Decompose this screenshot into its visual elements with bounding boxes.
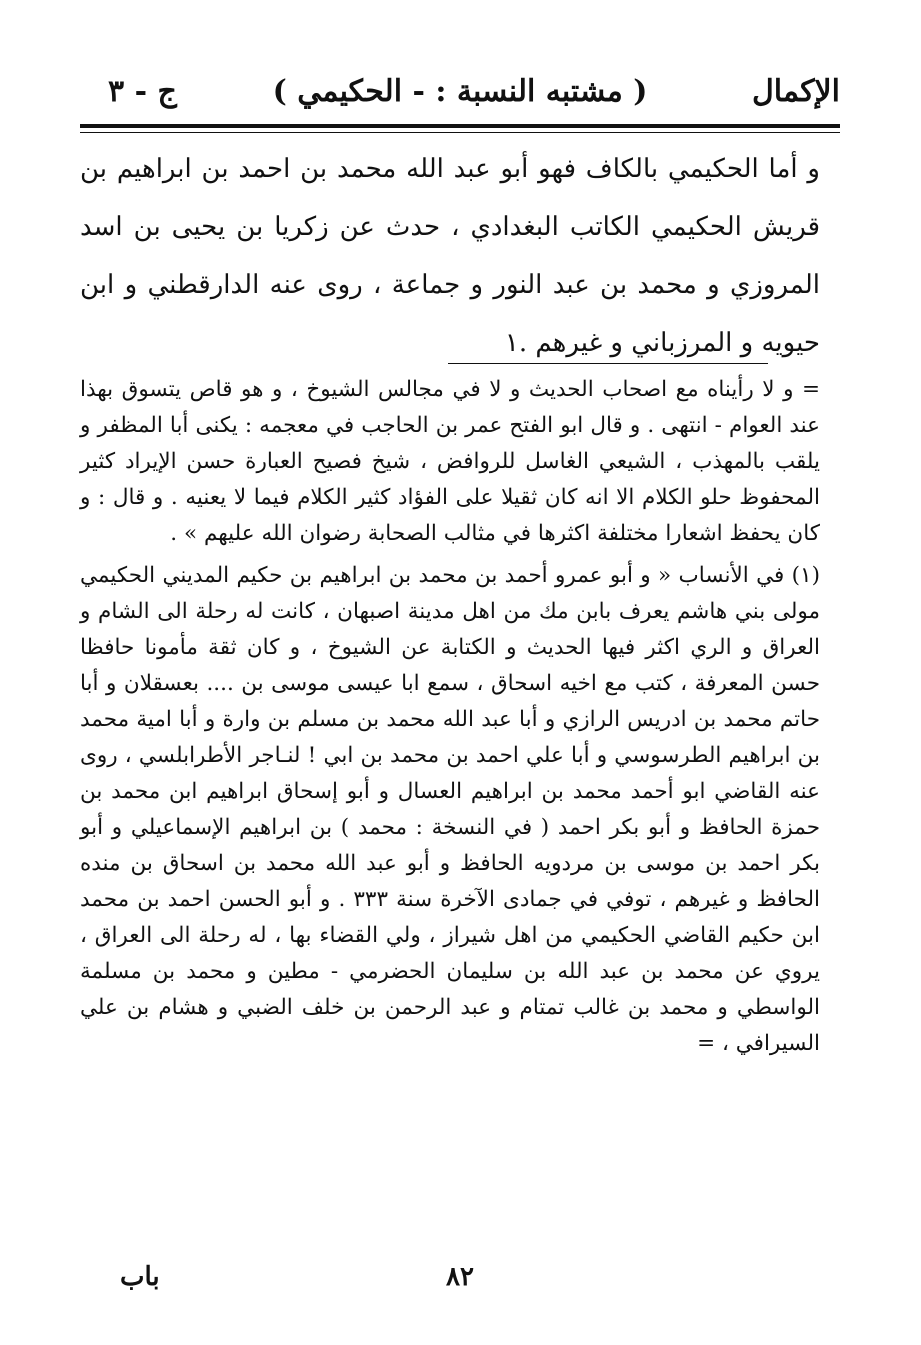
footnote-1: (١) في الأنساب « و أبو عمرو أحمد بن محمد بن ابراهيم بن حكيم المديني الحكيمي مولى بني هاشم يعرف بابن مك من اهل مدينة اصبهان ، كانت له رحلة الى الشام و العراق و الري اكثر فيها الحديث و الكتابة عن الشيوخ ، و كان ثقة مأمونا حافظا حسن المعرفة ، كتب مع اخيه اسحاق ، سمع ابا عيسى موسى بن .... بعسقلان و أبا حاتم محمد بن ادريس الرازي و أبا عبد الله محمد بن مسلم بن وارة و أبا امية محمد بن ابراهيم الطرسوسي و أبا علي احمد بن محمد بن ابي ! لنـاجر الأطرابلسي ، روى عنه القاضي ابو أحمد محمد بن ابراهيم العسال و أبو إسحاق ابراهيم ابن محمد بن حمزة الحافظ و أبو بكر احمد ( في النسخة : محمد ) بن ابراهيم الإسماعيلي و أبو بكر احمد بن موسى بن مردويه الحافظ و أبو عبد الله محمد بن اسحاق بن منده الحافظ و غيرهم ، توفي في جمادى الآخرة سنة ٣٣٣ . و أبو الحسن احمد بن محمد ابن حكيم القاضي الحكيمي من اهل شيراز ، ولي القضاء بها ، له رحلة الى العراق ، يروي عن محمد بن عبد الله بن سليمان الحضرمي - مطين و محمد بن مسلمة الواسطي و محمد بن غالب تمتام و عبد الرحمن بن خلف الضبي و هشام بن علي السيرافي ، = xyxy=(80,563,820,1056)
header-rule-thick xyxy=(80,124,840,128)
volume-number: ج - ٣ xyxy=(108,74,177,109)
header-rule-thin xyxy=(80,132,840,133)
footnote-separator xyxy=(448,363,768,364)
catchword: باب xyxy=(120,1262,160,1292)
section-title: ( مشتبه النسبة : - الحكيمي ) xyxy=(272,74,648,109)
footnote-continuation: = و لا رأيناه مع اصحاب الحديث و لا في مجالس الشيوخ ، و هو قاص يتسوق بهذا عند العوام - انتهى . و قال ابو الفتح عمر بن الحاجب في معجمه : يكنى أبا المظفر و يلقب بالمهذب ، الشيعي الغاسل للروافض ، شيخ فصيح العبارة حسن الإيراد كثير المحفوظ حلو الكلام الا انه كان ثقيلا على الفؤاد كثير الكلام فيما لا يعنيه . و قال : و كان يحفظ اشعارا مختلفة اكثرها في مثالب الصحابة رضوان الله عليهم » . xyxy=(80,377,820,546)
main-text xyxy=(80,140,820,372)
running-header xyxy=(80,68,840,118)
footnotes xyxy=(80,372,820,1068)
main-paragraph: و أما الحكيمي بالكاف فهو أبو عبد الله محمد بن احمد بن ابراهيم بن قريش الحكيمي الكاتب البغدادي ، حدث عن زكريا بن يحيى بن اسد المروزي و محمد بن عبد النور و جماعة ، روى عنه الدارقطني و ابن حيويه و المرزباني و غيرهم .١ xyxy=(80,154,820,358)
book-title: الإكمال xyxy=(751,74,840,109)
page-footer xyxy=(80,1262,840,1298)
page-number: ٨٢ xyxy=(446,1262,474,1292)
